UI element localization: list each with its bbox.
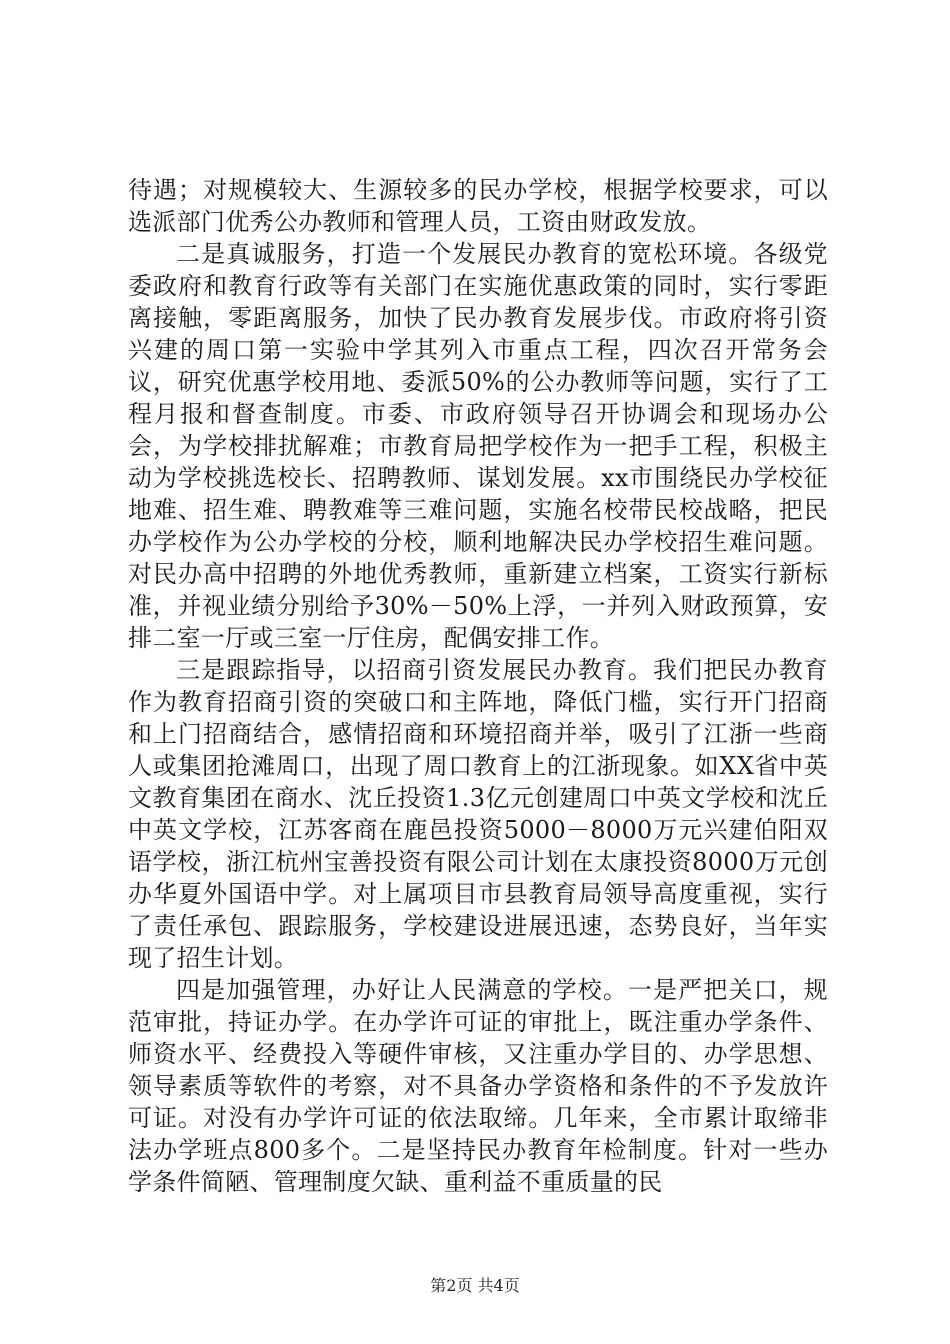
page-number-footer: 第2页 共4页	[430, 1276, 520, 1295]
paragraph-4: 四是加强管理，办好让人民满意的学校。一是严把关口，规范审批，持证办学。在办学许可证的审批上，既注重办学条件、师资水平、经费投入等硬件审核，又注重办学目的、办学思想、领导素质等软件的考察，对不具备办学资格和条件的不予发放许可证。对没有办学许可证的依法取缔。几年来，全市累计取缔非法办学班点800多个。二是坚持民办教育年检制度。针对一些办学条件简陋、管理制度欠缺、重利益不重质量的民	[128, 976, 828, 1196]
paragraph-1: 待遇；对规模较大、生源较多的民办学校，根据学校要求，可以选派部门优秀公办教师和管理人员，工资由财政发放。	[128, 176, 828, 236]
document-body	[128, 174, 828, 1198]
paragraph-3: 三是跟踪指导，以招商引资发展民办教育。我们把民办教育作为教育招商引资的突破口和主阵地，降低门槛，实行开门招商和上门招商结合，感情招商和环境招商并举，吸引了江浙一些商人或集团抢滩周口，出现了周口教育上的江浙现象。如XX省中英文教育集团在商水、沈丘投资1.3亿元创建周口中英文学校和沈丘中英文学校，江苏客商在鹿邑投资5000－8000万元兴建伯阳双语学校，浙江杭州宝善投资有限公司计划在太康投资8000万元创办华夏外国语中学。对上属项目市县教育局领导高度重视，实行了责任承包、跟踪服务，学校建设进展迅速，态势良好，当年实现了招生计划。	[128, 656, 828, 972]
paragraph-2: 二是真诚服务，打造一个发展民办教育的宽松环境。各级党委政府和教育行政等有关部门在实施优惠政策的同时，实行零距离接触，零距离服务，加快了民办教育发展步伐。市政府将引资兴建的周口第一实验中学其列入市重点工程，四次召开常务会议，研究优惠学校用地、委派50%的公办教师等问题，实行了工程月报和督查制度。市委、市政府领导召开协调会和现场办公会，为学校排扰解难；市教育局把学校作为一把手工程，积极主动为学校挑选校长、招聘教师、谋划发展。xx市围绕民办学校征地难、招生难、聘教难等三难问题，实施名校带民校战略，把民办学校作为公办学校的分校，顺利地解决民办学校招生难问题。对民办高中招聘的外地优秀教师，重新建立档案，工资实行新标准，并视业绩分别给予30%－50%上浮，一并列入财政预算，安排二室一厅或三室一厅住房，配偶安排工作。	[128, 240, 828, 652]
